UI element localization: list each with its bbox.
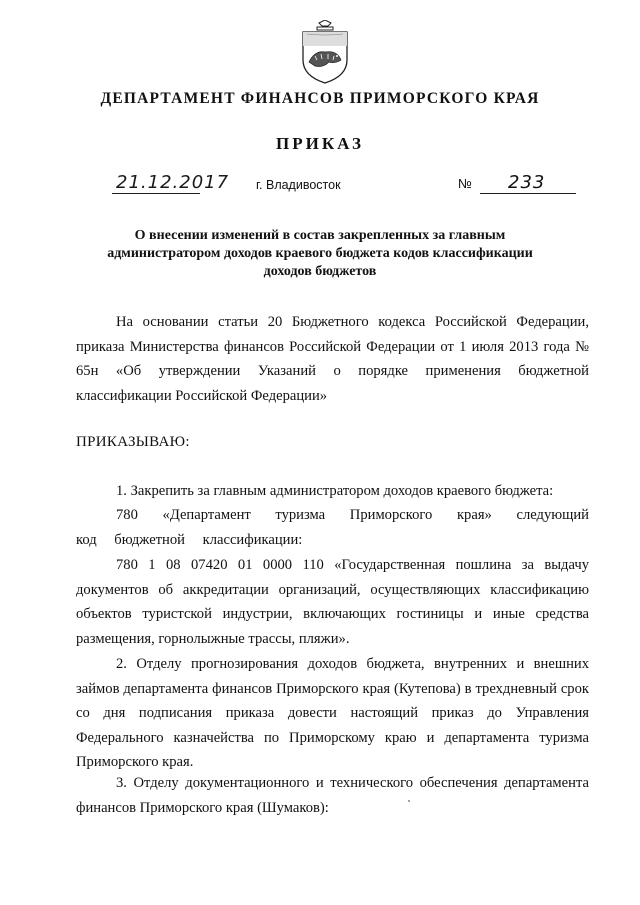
primorye-coat-of-arms-icon [295, 20, 355, 84]
number-underline [480, 193, 576, 194]
document-type-title: ПРИКАЗ [276, 134, 364, 153]
document-city: г. Владивосток [256, 178, 341, 192]
paragraph-item-3: 3. Отделу документационного и технического обеспечения департамента финансов Приморского края (Шумаков): [76, 775, 589, 816]
department-title: ДЕПАРТАМЕНТ ФИНАНСОВ ПРИМОРСКОГО КРАЯ [100, 90, 540, 107]
paragraph-basis: На основании статьи 20 Бюджетного кодекса Российской Федерации, приказа Министерства финансов Российской Федерации от 1 июля 2013 года № 65н «Об утверждении Указаний о порядке применения бюджетной классификации Российской Федерации» [76, 314, 589, 404]
document-date: 21.12.2017 [116, 172, 230, 193]
date-underline [112, 193, 200, 194]
document-number-label: № [458, 176, 472, 191]
paragraph-item-1: 1. Закрепить за главным администратором доходов краевого бюджета: [116, 483, 554, 499]
paragraph-item-1-code: 780 1 08 07420 01 0000 110 «Государственная пошлина за выдачу документов об аккредитации организаций, осуществляющих классификацию объектов туристской индустрии, включающих гостиницы и иные средства размещения, горнолыжные трассы, пляжи». [76, 557, 589, 647]
document-subject: О внесении изменений в состав закрепленных за главным администратором доходов краевого бюджета кодов классификации доходов бюджетов [107, 228, 533, 279]
paragraph-item-2: 2. Отделу прогнозирования доходов бюджета, внутренних и внешних займов департамента финансов Приморского края (Кутепова) в трехдневный срок со дня подписания приказа довести настоящий приказ до Управления Федерального казначейства по Приморскому краю и департамента туризма Приморского края. [76, 656, 589, 770]
order-word: ПРИКАЗЫВАЮ: [76, 434, 190, 450]
document-number: 233 [508, 172, 546, 193]
scan-speck [408, 800, 410, 802]
paragraph-item-1-administrator: 780 «Департамент туризма Приморского края» следующий код бюджетной классификации: [76, 507, 589, 548]
